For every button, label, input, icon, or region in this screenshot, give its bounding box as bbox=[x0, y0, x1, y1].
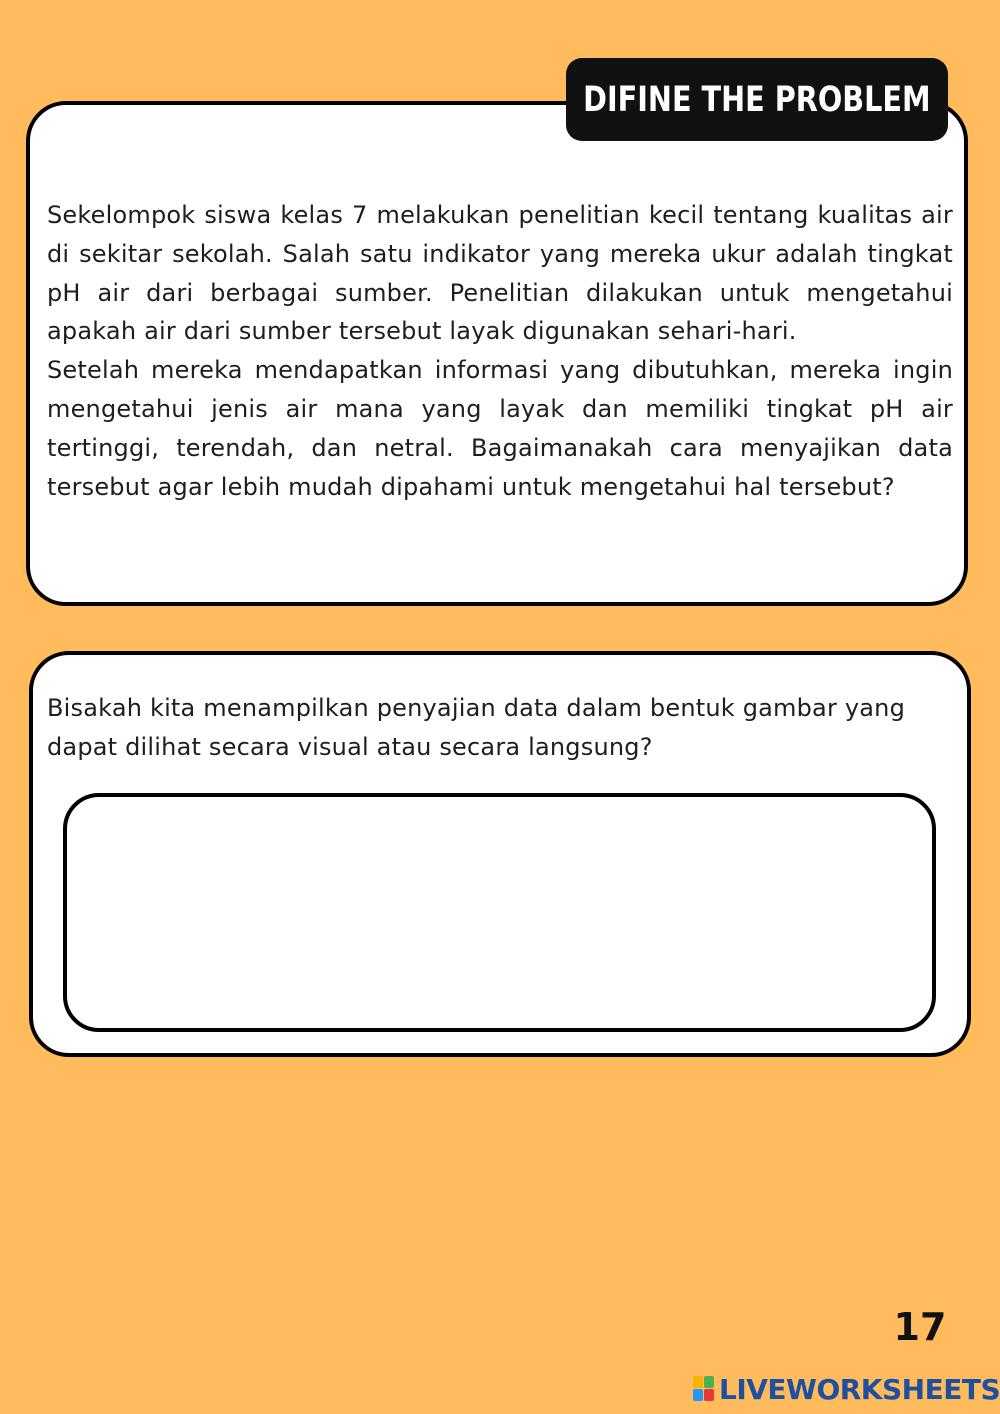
question-text: Bisakah kita menampilkan penyajian data dalam bentuk gambar yang dapat dilihat secara visual atau secara langsung? bbox=[47, 694, 906, 761]
liveworksheets-brand[interactable] bbox=[693, 1371, 1000, 1407]
section-heading bbox=[566, 58, 948, 141]
problem-paragraph-1: Sekelompok siswa kelas 7 melakukan penelitian kecil tentang kualitas air di sekitar sekolah. Salah satu indikator yang mereka ukur adalah tingkat pH air dari berbagai sumber. Penelitian dilakukan untuk mengetahui apakah air dari sumber tersebut layak digunakan sehari-hari. bbox=[47, 201, 953, 346]
problem-description bbox=[47, 196, 953, 506]
liveworksheets-logo-icon bbox=[693, 1376, 715, 1402]
answer-input-box[interactable] bbox=[63, 793, 936, 1032]
page-number: 17 bbox=[893, 1305, 947, 1349]
brand-name: LIVEWORKSHEETS bbox=[719, 1372, 1000, 1406]
problem-paragraph-2: Setelah mereka mendapatkan informasi yang dibutuhkan, mereka ingin mengetahui jenis air mana yang layak dan memiliki tingkat pH air tertinggi, terendah, dan netral. Bagaimanakah cara menyajikan data tersebut agar lebih mudah dipahami untuk mengetahui hal tersebut? bbox=[47, 356, 953, 501]
section-heading-label: DIFINE THE PROBLEM bbox=[583, 79, 931, 120]
